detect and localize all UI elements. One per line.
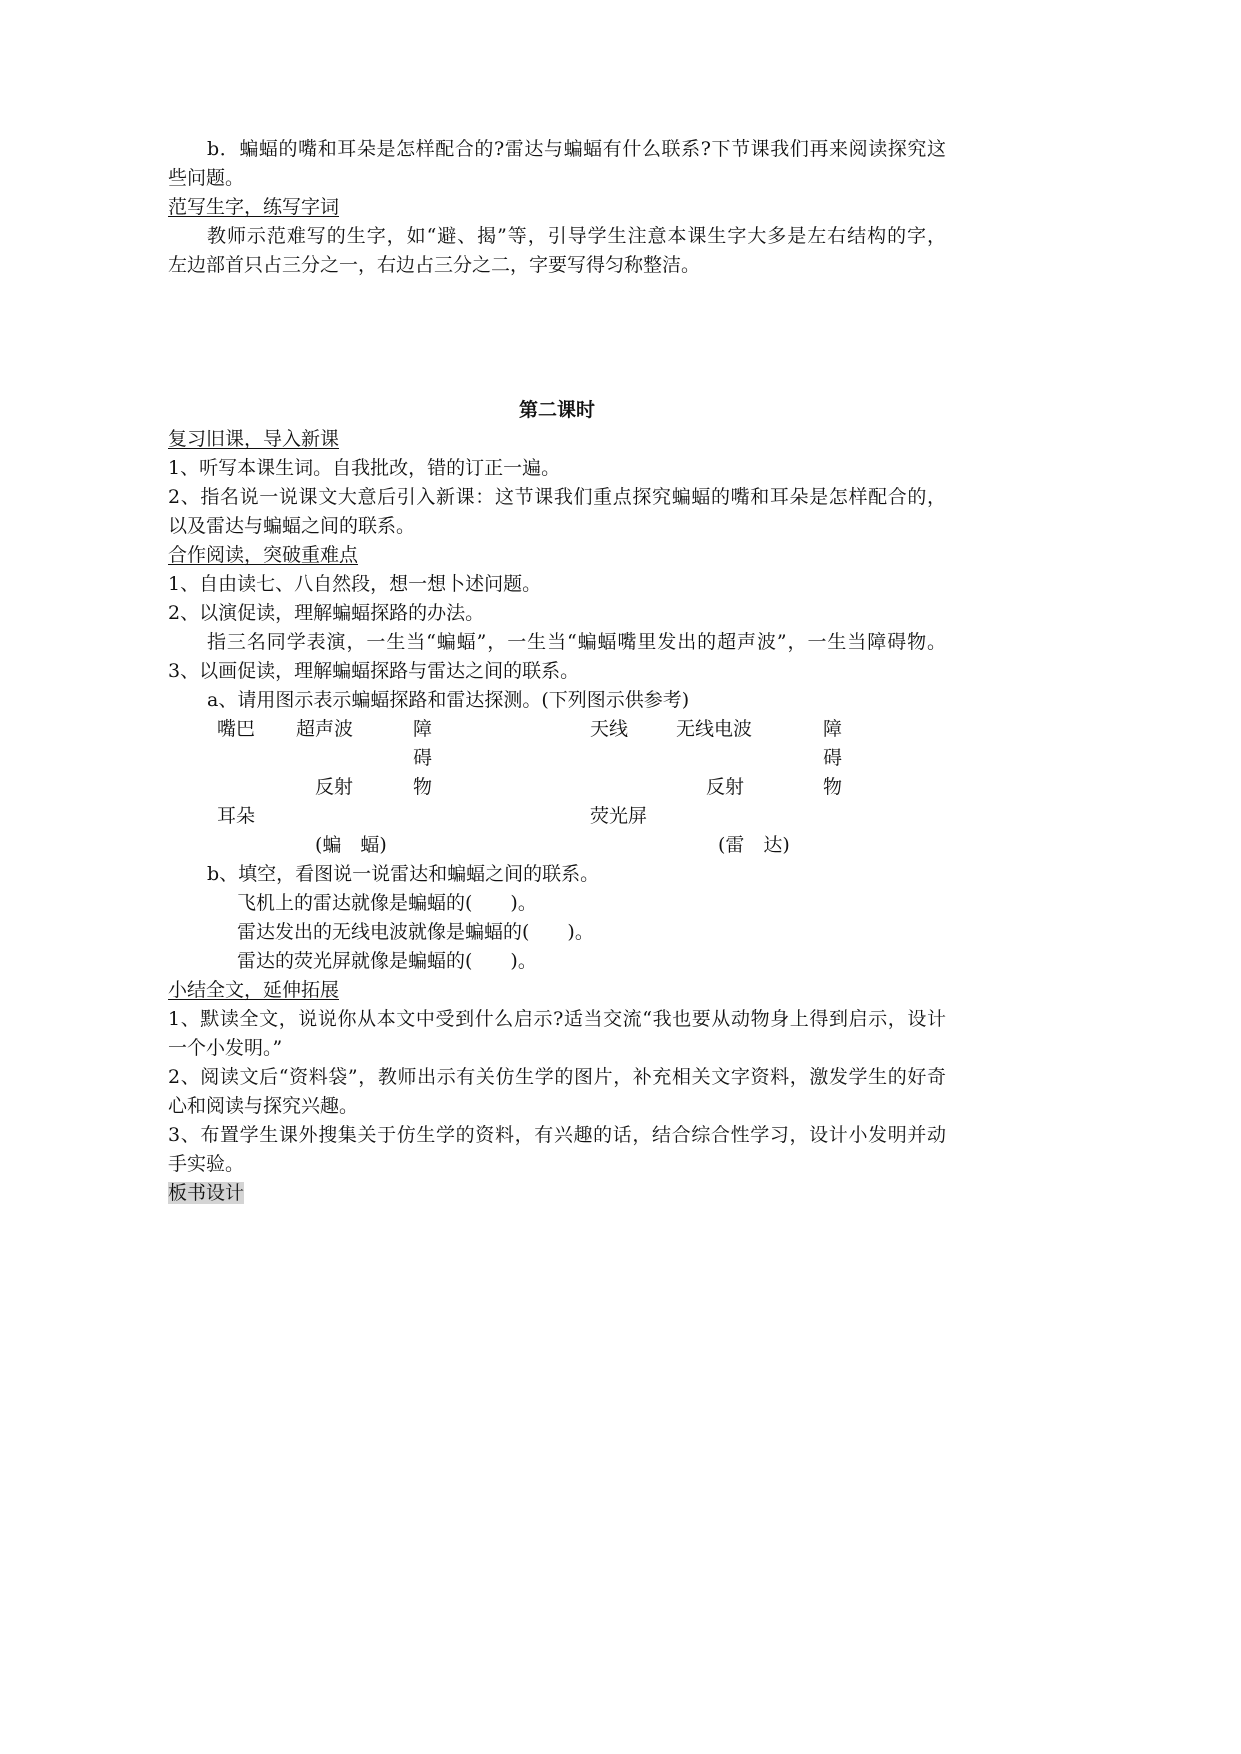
diagram-label: 碍 — [413, 747, 433, 769]
diagram-label: 障 — [413, 718, 433, 740]
diagram-label: 嘴巴 — [217, 718, 256, 740]
diagram-caption: (蝙 蝠) — [315, 834, 387, 856]
list-item: 2、指名说一说课文大意后引入新课：这节课我们重点探究蝙蝠的嘴和耳朵是怎样配合的， — [168, 486, 946, 508]
list-item: 指三名同学表演，一生当“蝙蝠”，一生当“蝙蝠嘴里发出的超声波”，一生当障碍物。 — [207, 631, 946, 653]
diagram-row — [168, 744, 946, 773]
section-heading: 小结全文，延伸拓展 — [168, 979, 340, 1001]
fill-blank-item: 飞机上的雷达就像是蝙蝠的( )。 — [237, 892, 537, 914]
paragraph-line: 左边部首只占三分之一，右边占三分之二，字要写得匀称整洁。 — [168, 254, 701, 276]
section-heading-highlighted: 板书设计 — [168, 1182, 245, 1204]
diagram-label: 障 — [823, 718, 843, 740]
paragraph-line: 教师示范难写的生字，如“避、揭”等，引导学生注意本课生字大多是左右结构的字， — [207, 225, 946, 247]
lesson-title: 第二课时 — [518, 399, 595, 421]
section-heading: 合作阅读，突破重难点 — [168, 544, 359, 566]
list-item: 2、阅读文后“资料袋”，教师出示有关仿生学的图片，补充相关文字资料，激发学生的好奇 — [168, 1066, 946, 1088]
diagram-row — [168, 831, 946, 860]
list-item: 1、听写本课生词。自我批改，错的订正一遍。 — [168, 457, 561, 479]
diagram-label: 物 — [823, 776, 843, 798]
section-heading: 复习旧课，导入新课 — [168, 428, 340, 450]
paragraph-line: b．蝙蝠的嘴和耳朵是怎样配合的?雷达与蝙蝠有什么联系?下节课我们再来阅读探究这 — [207, 138, 946, 160]
list-item: 一个小发明。” — [168, 1037, 283, 1059]
list-item: 3、布置学生课外搜集关于仿生学的资料，有兴趣的话，结合综合性学习，设计小发明并动 — [168, 1124, 946, 1146]
list-item: 心和阅读与探究兴趣。 — [168, 1095, 359, 1117]
list-item: 1、自由读七、八自然段，想一想卜述问题。 — [168, 573, 542, 595]
diagram-label: 物 — [413, 776, 433, 798]
list-item: 以及雷达与蝙蝠之间的联系。 — [168, 515, 416, 537]
section-heading: 范写生字，练写字词 — [168, 196, 340, 218]
diagram-label: 荧光屏 — [590, 805, 648, 827]
paragraph-line: 些问题。 — [168, 167, 245, 189]
list-item: 手实验。 — [168, 1153, 245, 1175]
diagram-row — [168, 802, 946, 831]
diagram-label: 碍 — [823, 747, 843, 769]
list-item: b、填空，看图说一说雷达和蝙蝠之间的联系。 — [207, 863, 600, 885]
diagram-row — [168, 715, 946, 744]
list-item: 3、以画促读，理解蝙蝠探路与雷达之间的联系。 — [168, 660, 580, 682]
diagram — [168, 715, 946, 860]
diagram-caption: (雷 达) — [718, 834, 790, 856]
fill-blank-item: 雷达发出的无线电波就像是蝙蝠的( )。 — [237, 921, 594, 943]
diagram-label: 反射 — [706, 776, 745, 798]
diagram-label: 反射 — [315, 776, 354, 798]
list-item: 2、以演促读，理解蝙蝠探路的办法。 — [168, 602, 485, 624]
spacer — [168, 280, 946, 396]
diagram-label: 无线电波 — [676, 718, 753, 740]
diagram-label: 天线 — [590, 718, 629, 740]
diagram-row — [168, 773, 946, 802]
diagram-label: 耳朵 — [217, 805, 256, 827]
diagram-label: 超声波 — [296, 718, 354, 740]
list-item: a、请用图示表示蝙蝠探路和雷达探测。(下列图示供参考) — [207, 689, 690, 711]
list-item: 1、默读全文，说说你从本文中受到什么启示?适当交流“我也要从动物身上得到启示，设计 — [168, 1008, 946, 1030]
fill-blank-item: 雷达的荧光屏就像是蝙蝠的( )。 — [237, 950, 537, 972]
document-page — [168, 135, 946, 1208]
